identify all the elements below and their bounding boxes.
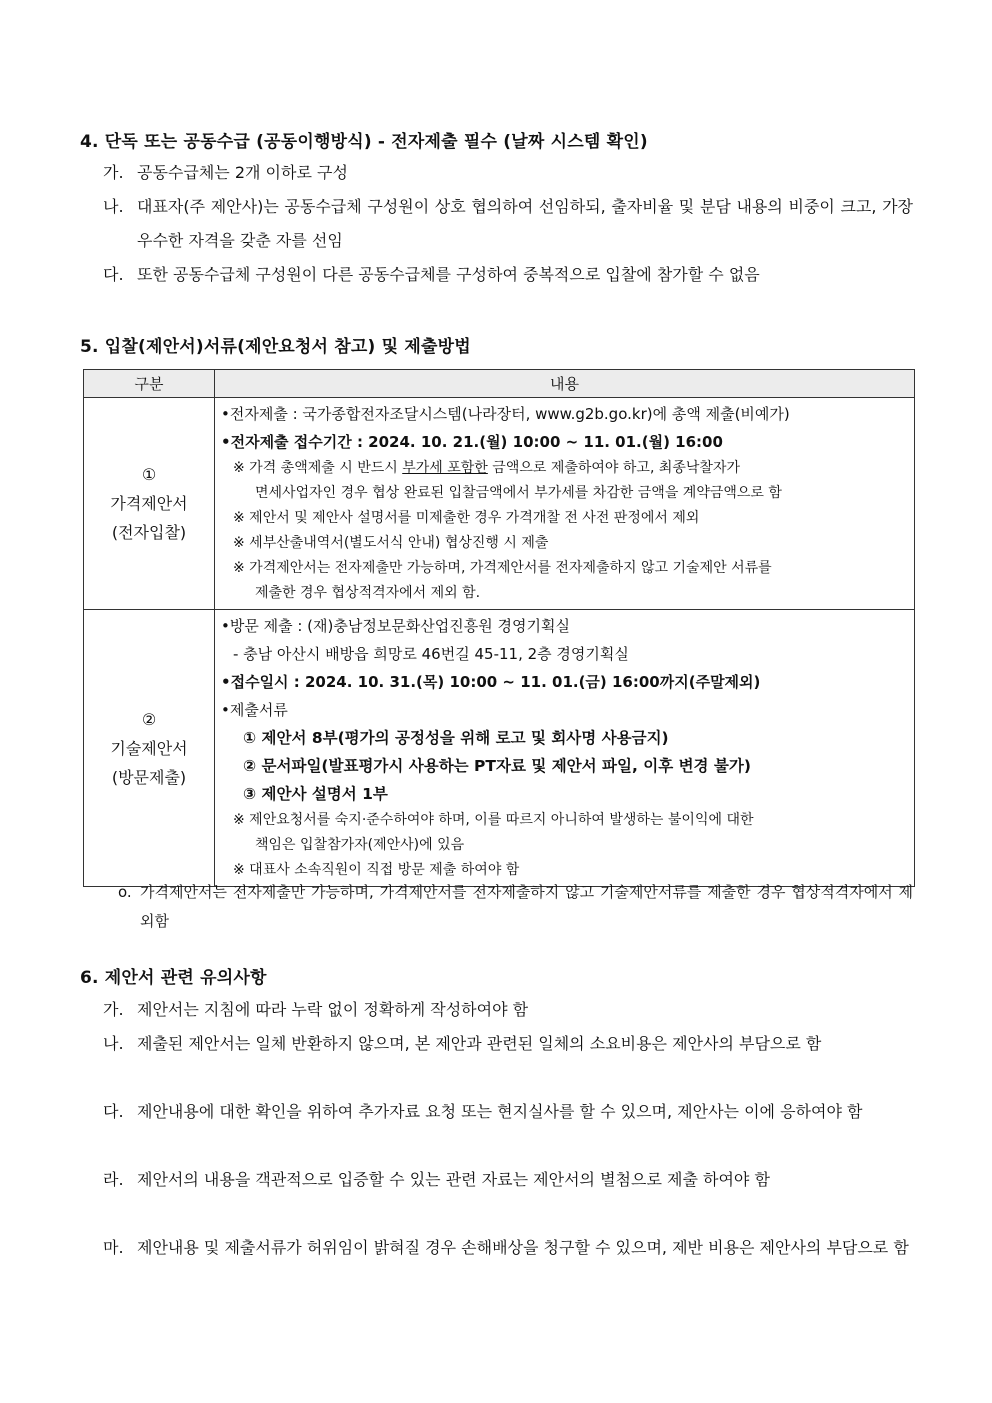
item-marker: 다.: [103, 1102, 124, 1121]
section-5-heading: 5. 입찰(제안서)서류(제안요청서 참고) 및 제출방법: [80, 337, 471, 357]
section-4-item-na: [103, 190, 913, 258]
item-marker: 가.: [103, 163, 124, 182]
note-line: 책임은 입찰참가자(제안사)에 있음: [255, 837, 465, 853]
content-line: - 충남 아산시 배방읍 희망로 46번길 45-11, 2층 경영기획실: [233, 645, 629, 663]
content-line: •전자제출 접수기간 : 2024. 10. 21.(월) 10:00 ~ 11. 01.(월) 16:00: [221, 433, 723, 451]
note-line: ※ 가격제안서는 전자제출만 가능하며, 가격제안서를 전자제출하지 않고 기술제안 서류를: [233, 560, 772, 576]
row-content-cell: [215, 398, 915, 610]
item-text: 공동수급체는 2개 이하로 구성: [137, 163, 348, 182]
item-marker: o.: [118, 883, 132, 901]
column-header-content: 내용: [215, 370, 915, 398]
column-header-category: 구분: [84, 370, 215, 398]
table-row-price-proposal: [84, 398, 915, 610]
note-line: 면세사업자인 경우 협상 완료된 입찰금액에서 부가세를 차감한 금액을 계약금액으로 함: [255, 485, 782, 501]
section-6-item-da: [103, 1095, 913, 1129]
note-line: ※ 대표사 소속직원이 직접 방문 제출 하여야 함: [233, 862, 520, 878]
content-line: •접수일시 : 2024. 10. 31.(목) 10:00 ~ 11. 01.(금) 16:00까지(주말제외): [221, 673, 761, 691]
item-text: 제안내용 및 제출서류가 허위임이 밝혀질 경우 손해배상을 청구할 수 있으며, 제반 비용은 제안사의 부담으로 함: [137, 1238, 909, 1257]
note-line: [221, 456, 908, 481]
section-4-item-da: [103, 258, 913, 292]
note-line: 제출한 경우 협상적격자에서 제외 함.: [255, 585, 481, 601]
note-line: ※ 제안요청서를 숙지·준수하여야 하며, 이를 따르지 아니하여 발생하는 불이익에 대한: [233, 812, 754, 828]
item-marker: 나.: [103, 1034, 124, 1053]
item-text: 제출된 제안서는 일체 반환하지 않으며, 본 제안과 관련된 일체의 소요비용은 제안사의 부담으로 함: [137, 1034, 822, 1053]
row-number: ②: [141, 709, 157, 729]
content-line: •제출서류: [221, 701, 288, 719]
section-6-item-ma: [103, 1231, 913, 1265]
section-6-item-na: [103, 1027, 913, 1061]
note-line: ※ 세부산출내역서(별도서식 안내) 협상진행 시 제출: [233, 535, 549, 551]
item-text: 제안서의 내용을 객관적으로 입증할 수 있는 관련 자료는 제안서의 별첨으로 제출 하여야 함: [137, 1170, 770, 1189]
content-line: •전자제출 : 국가종합전자조달시스템(나라장터, www.g2b.go.kr)에 총액 제출(비예가): [221, 405, 790, 423]
item-text: 가격제안서는 전자제출만 가능하며, 가격제안서를 전자제출하지 않고 기술제안서류를 제출한 경우 협상적격자에서 제외함: [140, 883, 913, 930]
note-line: ※ 제안서 및 제안사 설명서를 미제출한 경우 가격개찰 전 사전 판정에서 제외: [233, 510, 700, 526]
document-list-item: ③ 제안사 설명서 1부: [243, 785, 388, 803]
row-label-cell: [84, 398, 215, 610]
item-marker: 마.: [103, 1238, 124, 1257]
section-4-heading: 4. 단독 또는 공동수급 (공동이행방식) - 전자제출 필수 (날짜 시스템 확인): [80, 132, 648, 152]
submission-table: [83, 369, 915, 887]
row-sublabel: (방문제출): [111, 767, 187, 787]
item-marker: 가.: [103, 1000, 124, 1019]
row-label: 가격제안서: [110, 494, 188, 513]
item-text: 제안서는 지침에 따라 누락 없이 정확하게 작성하여야 함: [137, 1000, 529, 1019]
note-text: ※ 가격 총액제출 시 반드시: [233, 460, 403, 476]
section-6-item-ga: [103, 993, 913, 1027]
row-label: 기술제안서: [110, 738, 188, 758]
note-underlined-text: 부가세 포함한: [402, 460, 488, 476]
content-line: •방문 제출 : (재)충남정보문화산업진흥원 경영기획실: [221, 617, 570, 635]
item-text: 또한 공동수급체 구성원이 다른 공동수급체를 구성하여 중복적으로 입찰에 참가할 수 없음: [137, 265, 760, 284]
item-text: 대표자(주 제안사)는 공동수급체 구성원이 상호 협의하여 선임하되, 출자비율 및 분담 내용의 비중이 크고, 가장 우수한 자격을 갖춘 자를 선임: [137, 197, 913, 250]
document-list-item: ② 문서파일(발표평가시 사용하는 PT자료 및 제안서 파일, 이후 변경 불가): [243, 757, 751, 775]
row-content-cell: [215, 610, 915, 887]
row-sublabel: (전자입찰): [111, 523, 187, 542]
item-marker: 다.: [103, 265, 124, 284]
table-header-row: [84, 370, 915, 398]
item-marker: 라.: [103, 1170, 124, 1189]
section-6-heading: 6. 제안서 관련 유의사항: [80, 968, 267, 988]
item-text: 제안내용에 대한 확인을 위하여 추가자료 요청 또는 현지실사를 할 수 있으며, 제안사는 이에 응하여야 함: [137, 1102, 863, 1121]
note-text: 금액으로 제출하여야 하고, 최종낙찰자가: [487, 460, 741, 476]
table-row-technical-proposal: [84, 610, 915, 887]
section-6-item-ra: [103, 1163, 913, 1197]
row-label-cell: [84, 610, 215, 887]
row-number: ①: [141, 465, 157, 484]
section-4-item-ga: [103, 156, 913, 190]
price-proposal-note: [118, 878, 913, 936]
item-marker: 나.: [103, 197, 124, 216]
document-list-item: ① 제안서 8부(평가의 공정성을 위해 로고 및 회사명 사용금지): [243, 729, 669, 747]
